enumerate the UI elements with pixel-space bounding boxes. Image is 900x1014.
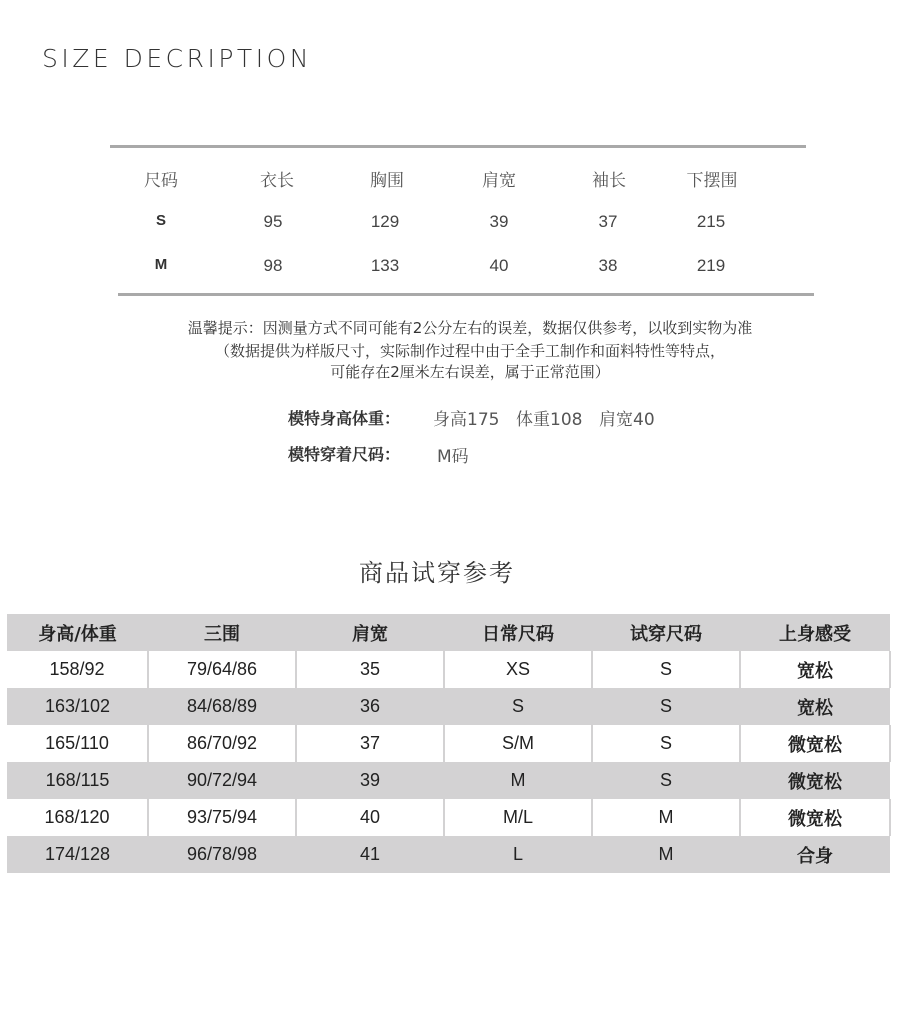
fit-cell-usual-size: L: [444, 836, 592, 873]
fit-cell-height-weight: 165/110: [7, 725, 148, 762]
size-row-s-chest: 129: [370, 212, 400, 231]
model-shoulder: 肩宽40: [599, 410, 655, 430]
table-row: [7, 836, 890, 873]
size-header-shoulder: 肩宽: [482, 171, 516, 191]
fit-header-feel: 上身感受: [740, 614, 890, 651]
fit-cell-shoulder: 41: [296, 836, 444, 873]
fit-cell-measurements: 86/70/92: [148, 725, 296, 762]
size-row-s-label: S: [155, 212, 166, 229]
fit-cell-measurements: 93/75/94: [148, 799, 296, 836]
fit-cell-feel: 宽松: [740, 651, 890, 688]
fit-cell-tried-size: S: [592, 725, 740, 762]
fit-cell-height-weight: 174/128: [7, 836, 148, 873]
fit-cell-height-weight: 168/115: [7, 762, 148, 799]
size-row-m-chest: 133: [370, 256, 400, 275]
size-header-sleeve: 袖长: [592, 171, 626, 191]
size-row-s-shoulder: 39: [489, 212, 509, 231]
size-table: [0, 0, 900, 300]
table-row: [7, 725, 890, 762]
size-table-bottom-rule: [118, 293, 814, 296]
fit-cell-shoulder: 36: [296, 688, 444, 725]
fit-cell-measurements: 90/72/94: [148, 762, 296, 799]
size-row-m-hem: 219: [696, 256, 726, 275]
size-row-m-length: 98: [263, 256, 283, 275]
fit-cell-feel: 微宽松: [740, 762, 890, 799]
fit-reference-title: 商品试穿参考: [359, 559, 515, 587]
fit-cell-measurements: 96/78/98: [148, 836, 296, 873]
fit-header-height-weight: 身高/体重: [7, 614, 148, 651]
model-weight: 体重108: [516, 410, 583, 430]
size-description-title: SIZE DECRIPTION: [42, 44, 312, 73]
fit-cell-shoulder: 40: [296, 799, 444, 836]
fit-header-tried-size: 试穿尺码: [592, 614, 740, 651]
size-row-m-label: M: [154, 256, 168, 273]
fit-cell-usual-size: M: [444, 762, 592, 799]
fit-cell-usual-size: XS: [444, 651, 592, 688]
size-row-m-sleeve: 38: [598, 256, 618, 275]
table-row: [7, 688, 890, 725]
model-height: 身高175: [433, 410, 500, 430]
fit-cell-shoulder: 35: [296, 651, 444, 688]
measurement-note-line-3: 可能存在2厘米左右误差，属于正常范围）: [330, 363, 610, 381]
fit-cell-height-weight: 163/102: [7, 688, 148, 725]
fit-header-measurements: 三围: [148, 614, 296, 651]
size-row-s-sleeve: 37: [598, 212, 618, 231]
model-body-label: 模特身高体重：: [288, 409, 401, 428]
fit-cell-tried-size: S: [592, 762, 740, 799]
table-row: [7, 799, 890, 836]
table-row: [7, 651, 890, 688]
fit-cell-measurements: 79/64/86: [148, 651, 296, 688]
size-row-s-hem: 215: [696, 212, 726, 231]
fit-cell-feel: 微宽松: [740, 799, 890, 836]
size-header-hem: 下摆围: [686, 171, 738, 191]
model-size-label: 模特穿着尺码：: [288, 445, 401, 464]
fit-header-row: [7, 614, 890, 651]
fit-cell-tried-size: M: [592, 836, 740, 873]
fit-cell-usual-size: M/L: [444, 799, 592, 836]
fit-cell-shoulder: 37: [296, 725, 444, 762]
fit-cell-tried-size: S: [592, 651, 740, 688]
size-row-m-shoulder: 40: [489, 256, 509, 275]
fit-cell-measurements: 84/68/89: [148, 688, 296, 725]
fit-cell-tried-size: S: [592, 688, 740, 725]
fit-cell-feel: 合身: [740, 836, 890, 873]
fit-cell-shoulder: 39: [296, 762, 444, 799]
fit-cell-usual-size: S: [444, 688, 592, 725]
fit-header-shoulder: 肩宽: [296, 614, 444, 651]
measurement-note-line-2: （数据提供为样版尺寸，实际制作过程中由于全手工制作和面料特性等特点，: [214, 342, 725, 360]
fit-cell-height-weight: 158/92: [7, 651, 148, 688]
fit-cell-feel: 微宽松: [740, 725, 890, 762]
model-size-value: M码: [437, 447, 469, 467]
size-header-size: 尺码: [144, 171, 178, 191]
measurement-note-line-1: 温馨提示：因测量方式不同可能有2公分左右的误差，数据仅供参考，以收到实物为准: [187, 319, 753, 337]
fit-cell-usual-size: S/M: [444, 725, 592, 762]
fit-cell-height-weight: 168/120: [7, 799, 148, 836]
table-row: [7, 762, 890, 799]
fit-reference-table: [7, 614, 891, 873]
size-row-s-length: 95: [263, 212, 283, 231]
fit-cell-feel: 宽松: [740, 688, 890, 725]
size-header-chest: 胸围: [370, 171, 404, 191]
fit-cell-tried-size: M: [592, 799, 740, 836]
fit-header-usual-size: 日常尺码: [444, 614, 592, 651]
size-header-length: 衣长: [260, 171, 294, 191]
